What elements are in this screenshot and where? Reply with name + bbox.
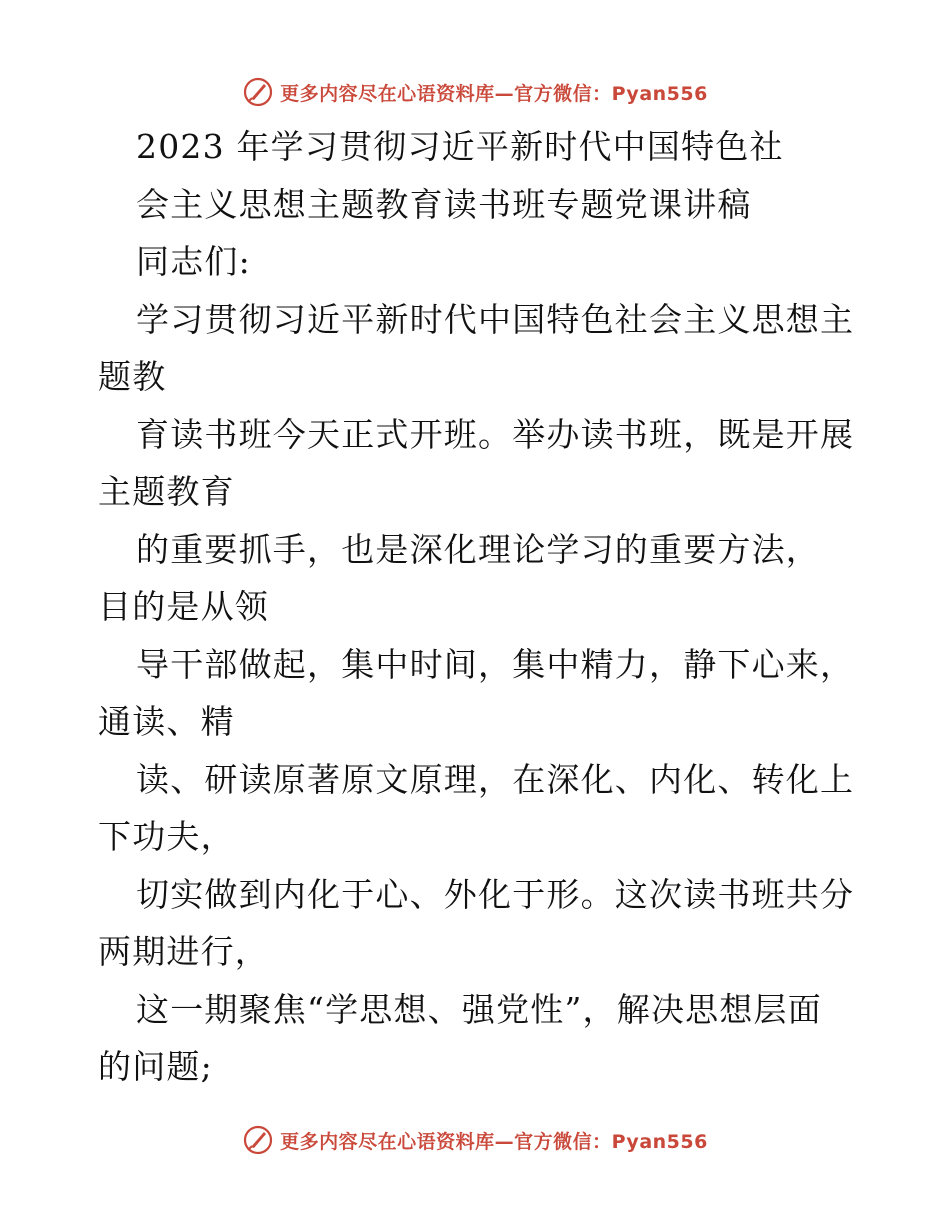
header-banner-text: 更多内容尽在心语资料库—官方微信：Pyan556 xyxy=(280,82,708,105)
paragraph-line: 学习贯彻习近平新时代中国特色社会主义思想主 xyxy=(136,299,855,339)
feather-pen-logo-icon xyxy=(242,76,274,108)
paragraph-line: 读、研读原著原文原理，在深化、内化、转化上 xyxy=(136,759,855,799)
paragraph-line: 下功夫， xyxy=(98,817,235,856)
paragraph-line: 切实做到内化于心、外化于形。这次读书班共分 xyxy=(136,874,855,914)
paragraph-line: 的重要抓手，也是深化理论学习的重要方法， xyxy=(136,529,820,569)
salutation: 同志们: xyxy=(136,242,251,281)
paragraph-line: 主题教育 xyxy=(98,472,235,511)
paragraph-line: 两期进行， xyxy=(98,932,269,971)
paragraph-line: 题教 xyxy=(98,357,167,396)
header-banner xyxy=(0,72,950,112)
document-body xyxy=(98,118,858,1096)
footer-banner-text: 更多内容尽在心语资料库—官方微信：Pyan556 xyxy=(280,1130,708,1153)
paragraph-line: 育读书班今天正式开班。举办读书班，既是开展 xyxy=(136,414,855,454)
paragraph-line: 的问题; xyxy=(98,1047,213,1086)
title-line-1: 2023 年学习贯彻习近平新时代中国特色社 xyxy=(136,127,784,166)
paragraph-line: 导干部做起，集中时间，集中精力，静下心来， xyxy=(136,644,855,684)
paragraph-line: 目的是从领 xyxy=(98,587,269,626)
feather-pen-logo-icon xyxy=(242,1124,274,1156)
paragraph-line: 这一期聚焦“学思想、强党性”，解决思想层面 xyxy=(136,989,822,1029)
title-line-2: 会主义思想主题教育读书班专题党课讲稿 xyxy=(136,184,752,224)
footer-banner xyxy=(0,1120,950,1160)
paragraph-line: 通读、精 xyxy=(98,702,235,741)
